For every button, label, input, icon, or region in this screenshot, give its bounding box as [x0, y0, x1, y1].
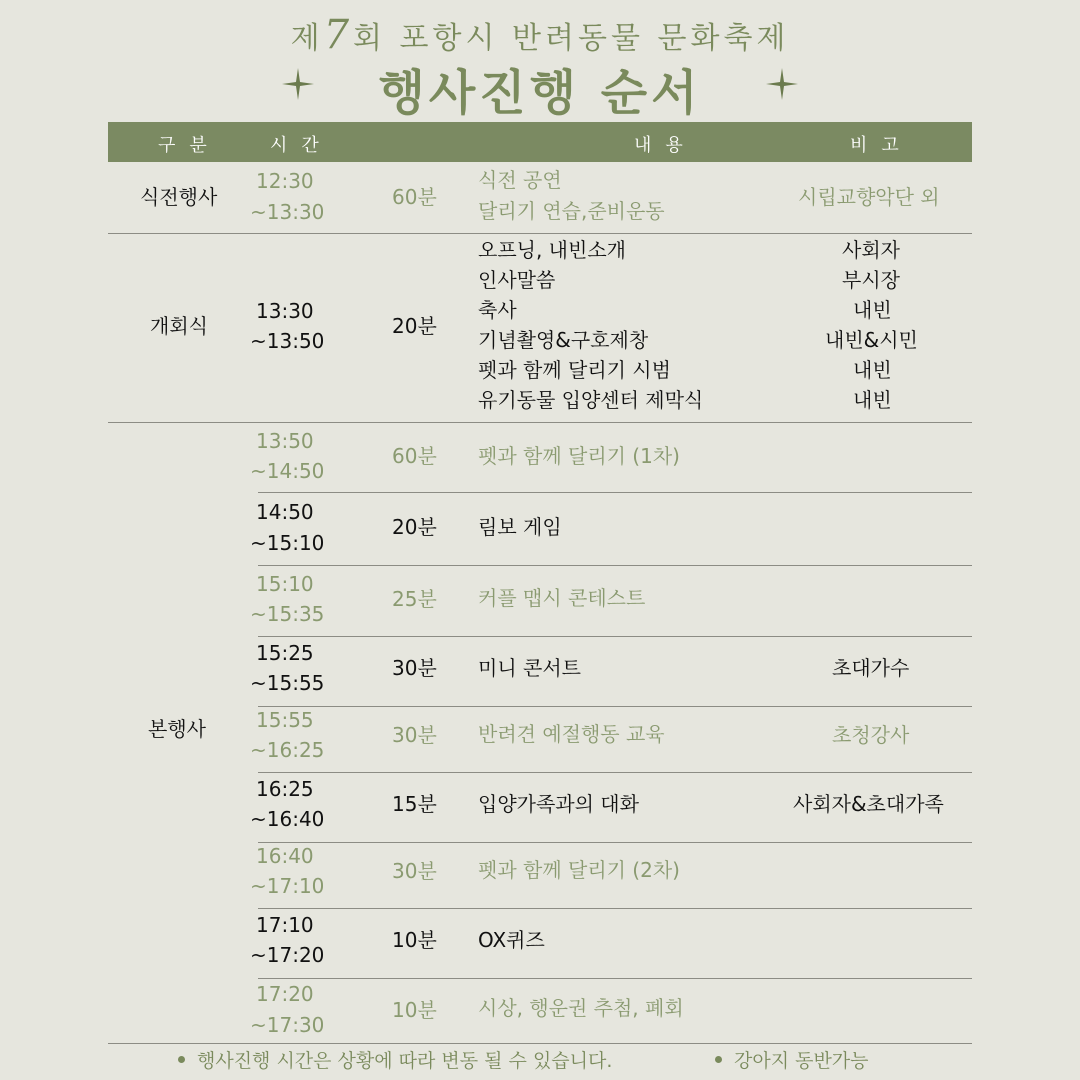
title-prefix: 제 — [290, 21, 324, 56]
time-end: ~16:25 — [250, 738, 325, 762]
header-content: 내용 — [634, 135, 697, 156]
header-category: 구분 — [158, 135, 221, 156]
time-start: 12:30 — [256, 169, 314, 193]
content-line: 축사 — [478, 298, 517, 322]
time-start: 15:25 — [256, 641, 314, 665]
content-line: 펫과 함께 달리기 시범 — [478, 358, 671, 382]
page-title: 행사진행 순서 — [378, 65, 702, 121]
footer-note-text: 강아지 동반가능 — [734, 1050, 869, 1072]
time-start: 14:50 — [256, 500, 314, 524]
time-start: 13:30 — [256, 299, 314, 323]
sparkle-icon — [766, 68, 798, 100]
duration: 30분 — [392, 859, 437, 883]
time-start: 16:40 — [256, 844, 314, 868]
time-start: 17:20 — [256, 982, 314, 1006]
note: 사회자 — [842, 238, 900, 262]
content-line: 식전 공연 — [478, 168, 562, 192]
note: 내빈 — [853, 388, 892, 412]
note: 부시장 — [842, 268, 900, 292]
footer-note-text: 행사진행 시간은 상황에 따라 변동 될 수 있습니다. — [197, 1050, 613, 1072]
duration: 60분 — [392, 444, 437, 468]
header-note: 비고 — [850, 135, 913, 156]
title-number: 7 — [323, 12, 354, 58]
row-divider — [258, 772, 972, 773]
content-line: 펫과 함께 달리기 (2차) — [478, 858, 680, 882]
time-end: ~13:30 — [250, 200, 325, 224]
content-line: 림보 게임 — [478, 515, 562, 539]
row-divider — [258, 565, 972, 566]
time-start: 15:10 — [256, 572, 314, 596]
bullet-icon — [178, 1056, 185, 1063]
content-line: 펫과 함께 달리기 (1차) — [478, 444, 680, 468]
note: 내빈 — [853, 298, 892, 322]
duration: 30분 — [392, 723, 437, 747]
time-end: ~17:20 — [250, 943, 325, 967]
note: 내빈&시민 — [825, 328, 918, 352]
footer-note — [178, 1046, 612, 1073]
row-divider — [258, 636, 972, 637]
row-divider — [258, 492, 972, 493]
time-end: ~13:50 — [250, 329, 325, 353]
header-time: 시간 — [270, 135, 333, 156]
content-line: OX퀴즈 — [478, 928, 545, 952]
time-end: ~17:10 — [250, 874, 325, 898]
table-header — [108, 122, 972, 162]
note: 내빈 — [853, 358, 892, 382]
content-line: 유기동물 입양센터 제막식 — [478, 388, 704, 412]
note: 초청강사 — [832, 723, 910, 747]
time-start: 13:50 — [256, 429, 314, 453]
section-label: 식전행사 — [140, 185, 218, 209]
duration: 60분 — [392, 185, 437, 209]
section-label: 본행사 — [148, 717, 206, 741]
content-line: 입양가족과의 대화 — [478, 792, 639, 816]
note: 초대가수 — [832, 656, 910, 680]
section-label: 개회식 — [150, 314, 208, 338]
content-line: 달리기 연습,준비운동 — [478, 199, 665, 223]
duration: 20분 — [392, 515, 437, 539]
content-line: 기념촬영&구호제창 — [478, 328, 649, 352]
duration: 30분 — [392, 656, 437, 680]
time-end: ~16:40 — [250, 807, 325, 831]
duration: 10분 — [392, 998, 437, 1022]
row-divider — [258, 908, 972, 909]
content-line: 오프닝, 내빈소개 — [478, 238, 626, 262]
note: 사회자&초대가족 — [793, 792, 944, 816]
footer-note — [715, 1046, 869, 1073]
row-divider — [258, 706, 972, 707]
sparkle-icon — [282, 68, 314, 100]
table-bottom-border — [108, 1043, 972, 1044]
time-end: ~17:30 — [250, 1013, 325, 1037]
content-line: 시상, 행운권 추첨, 폐회 — [478, 996, 684, 1020]
note: 시립교향악단 외 — [798, 185, 940, 209]
duration: 10분 — [392, 928, 437, 952]
row-divider — [108, 422, 972, 423]
content-line: 미니 콘서트 — [478, 656, 581, 680]
content-line: 커플 맵시 콘테스트 — [478, 586, 646, 610]
time-end: ~15:10 — [250, 531, 325, 555]
row-divider — [258, 842, 972, 843]
time-end: ~15:35 — [250, 602, 325, 626]
time-start: 15:55 — [256, 708, 314, 732]
time-end: ~14:50 — [250, 459, 325, 483]
time-start: 16:25 — [256, 777, 314, 801]
content-line: 반려견 예절행동 교육 — [478, 722, 665, 746]
row-divider — [258, 978, 972, 979]
event-subtitle — [0, 12, 1080, 58]
row-divider — [108, 233, 972, 234]
time-end: ~15:55 — [250, 671, 325, 695]
duration: 15분 — [392, 792, 437, 816]
time-start: 17:10 — [256, 913, 314, 937]
duration: 25분 — [392, 587, 437, 611]
content-line: 인사말씀 — [478, 268, 556, 292]
duration: 20분 — [392, 314, 437, 338]
title-rest: 회 포항시 반려동물 문화축제 — [353, 21, 790, 56]
bullet-icon — [715, 1056, 722, 1063]
